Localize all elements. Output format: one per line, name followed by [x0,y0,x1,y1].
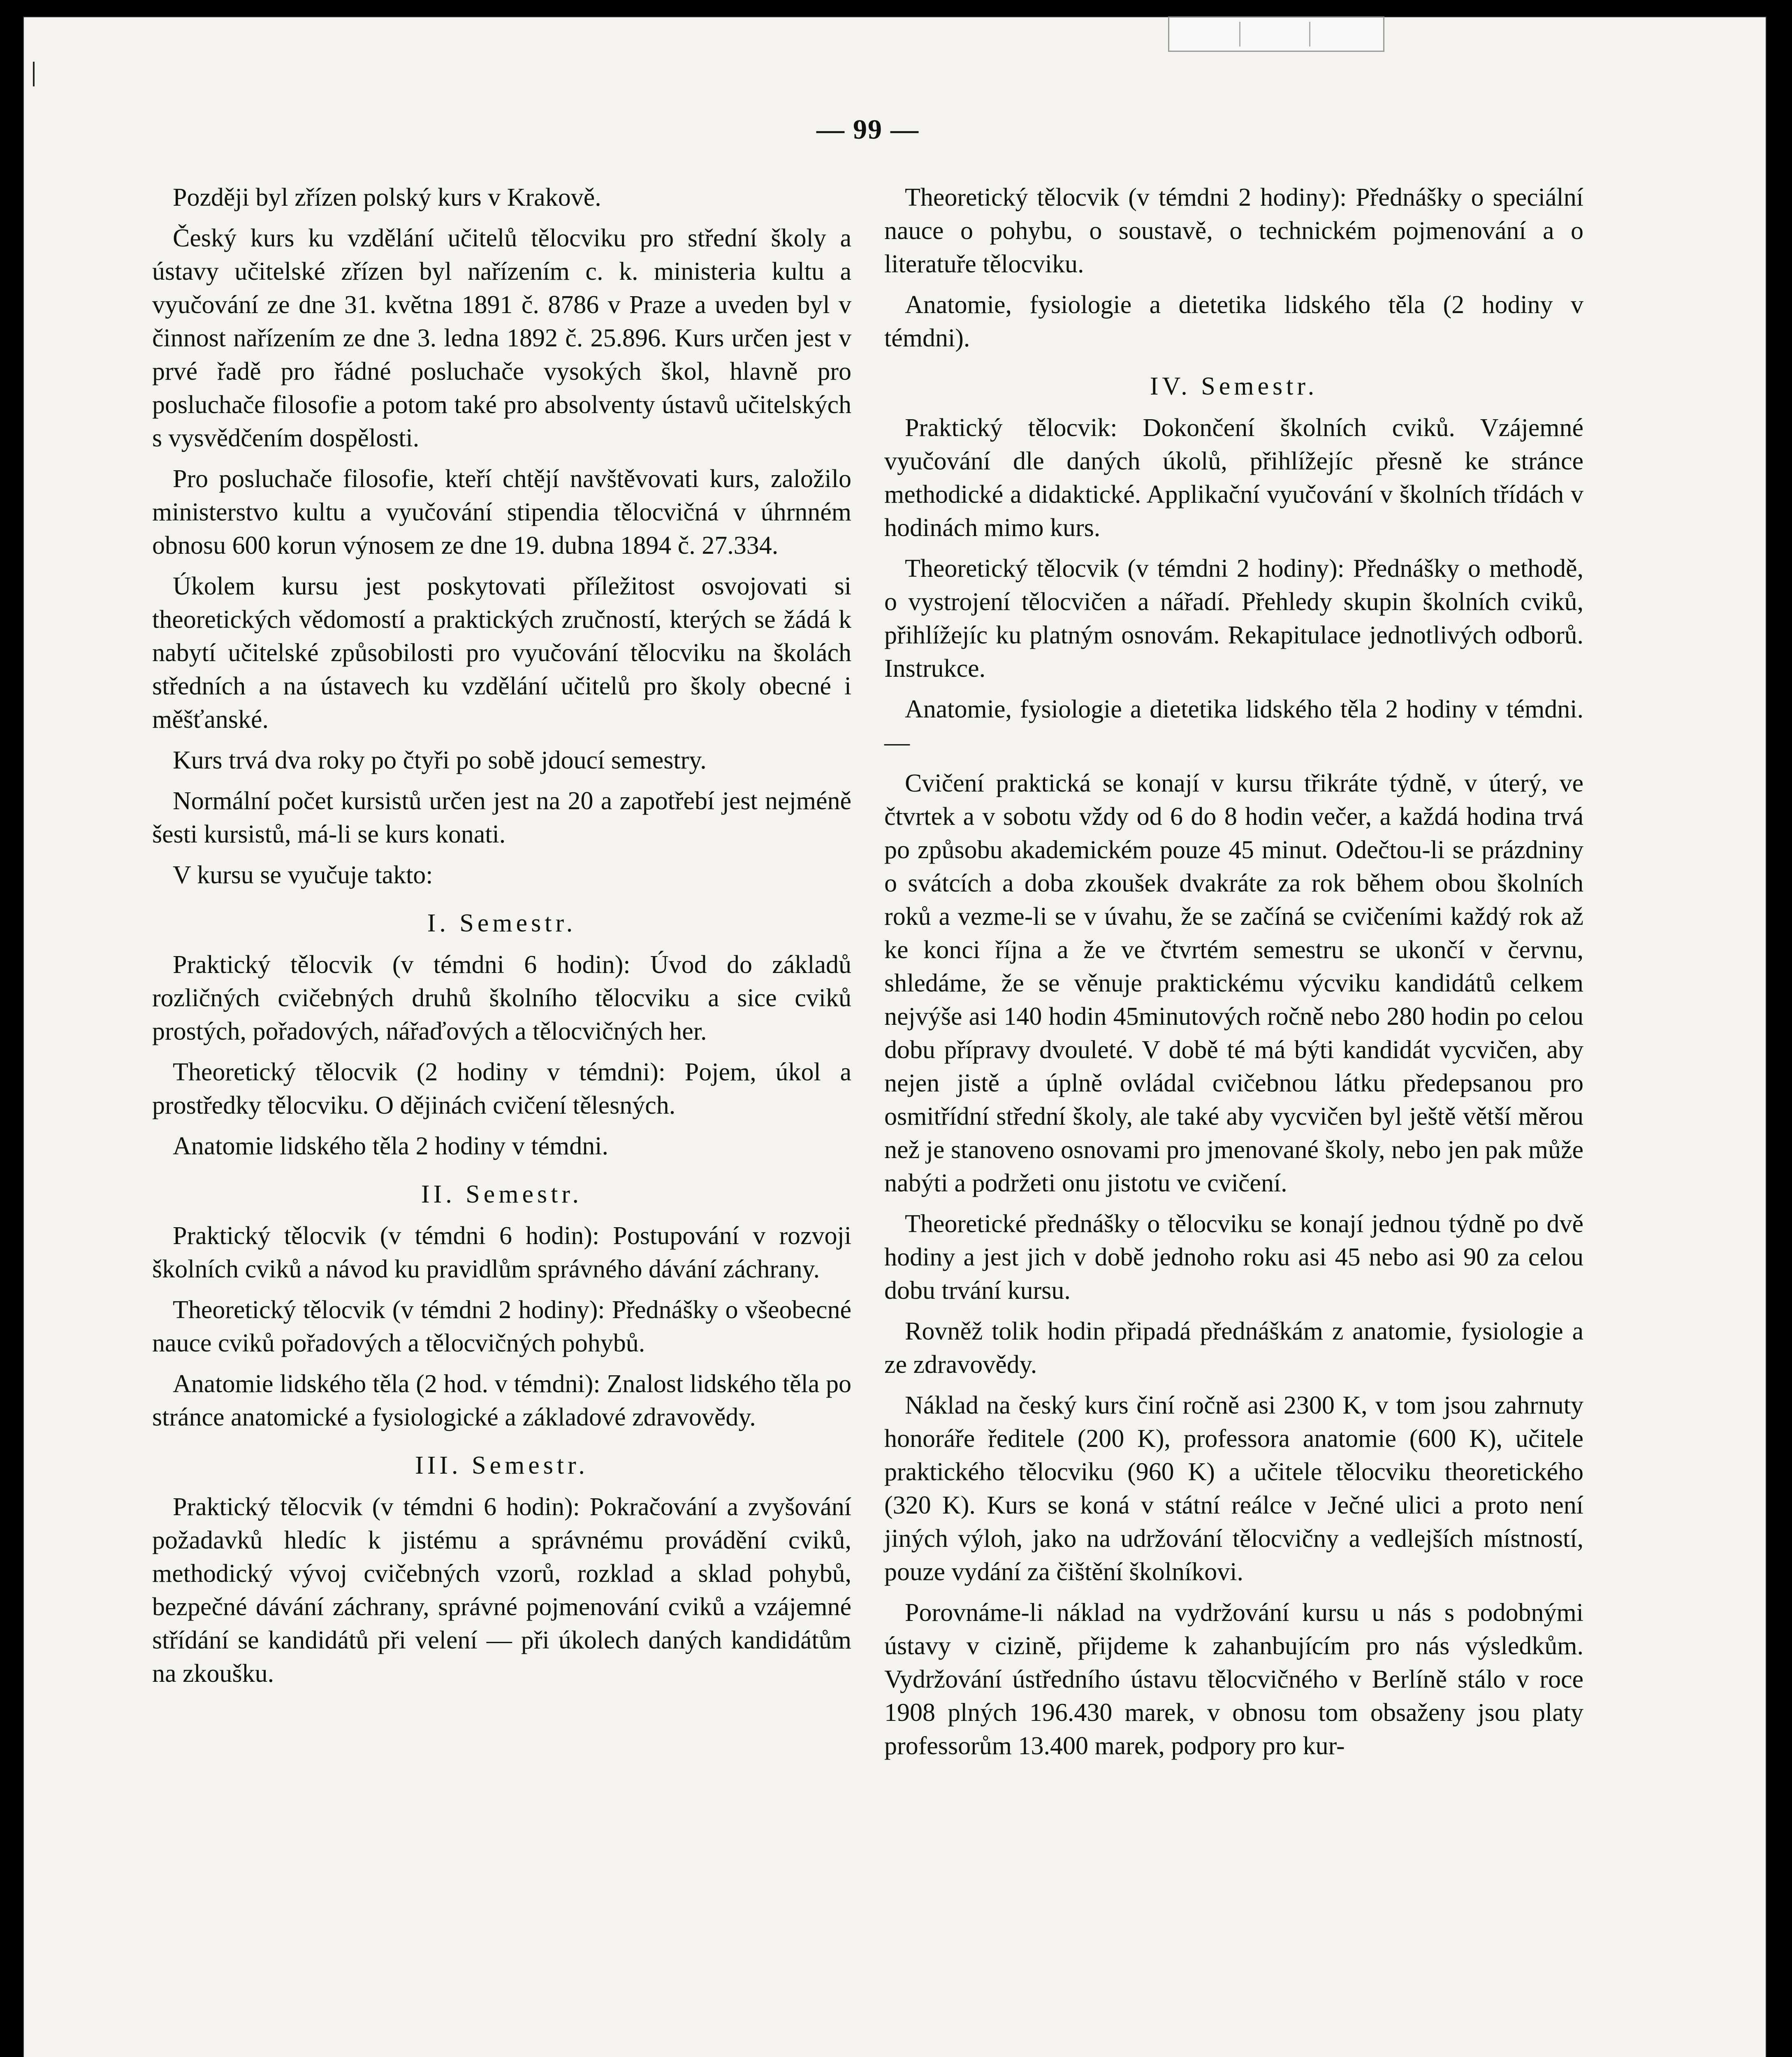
paragraph: Náklad na český kurs činí ročně asi 2300 K, v tom jsou zahrnuty honoráře ředitele (200 K), professora anatomie (600 K), učitele praktického tělocviku (960 K) a učitele tělocviku theoretického (320 K). Kurs se koná v státní reálce v Ječné ulici a proto není jiných výloh, jako na udržování tělocvičny a vedlejších místností, pouze vydání za čištění školníkovi. [884,1391,1583,1586]
paragraph: Později byl zřízen polský kurs v Krakově. [173,183,601,211]
paragraph: Praktický tělocvik (v témdni 6 hodin): Úvod do základů rozličných cvičebných druhů školního tělocviku a sice cviků prostých, pořadových, nářaďových a tělocvičných her. [152,951,851,1045]
paragraph: Theoretický tělocvik (2 hodiny v témdni): Pojem, úkol a prostředky tělocviku. O dějinách cvičení tělesných. [152,1058,851,1119]
section-heading: IV. Semestr. [1150,372,1318,400]
paragraph: Anatomie lidského těla (2 hod. v témdni): Znalost lidského těla po stránce anatomické a fysiologické a základové zdravovědy. [152,1370,851,1431]
paragraph: Theoretické přednášky o tělocviku se konají jednou týdně po dvě hodiny a jest jich v době jednoho roku asi 45 nebo asi 90 za celou dobu trvání kursu. [884,1210,1583,1305]
paragraph: Theoretický tělocvik (v témdni 2 hodiny): Přednášky o speciální nauce o pohybu, o soustavě, o technickém pojmenování a o literatuře tělocviku. [884,183,1583,278]
section-heading: II. Semestr. [421,1180,583,1208]
section-heading: I. Semestr. [427,909,577,937]
paragraph: Cvičení praktická se konají v kursu třikráte týdně, v úterý, ve čtvrtek a v sobotu vždy od 6 do 8 hodin večer, a každá hodina trvá po způsobu akademickém pouze 45 minut. Odečtou-li se prázdniny o svátcích a doba zkoušek dvakráte za rok během obou školních roků a vezme-li se v úvahu, že se začíná se cvičeními každý rok až ke konci října a že ve čtvrtém semestru se ukončí v červnu, shledáme, že se věnuje praktickému výcviku kandidátů celkem nejvýše asi 140 hodin 45minutových ročně nebo 280 hodin po celou dobu přípravy dvouleté. V době té má býti kandidát vycvičen, aby nejen jistě a úplně ovládal cvičebnou látku předepsanou pro osmitřídní střední školy, ale také aby vycvičen byl ještě větší měrou než je stanoveno osnovami pro jmenované školy, nebo jen pak může nabýti a podržeti onu jistotu ve cvičení. [884,769,1583,1197]
paragraph: V kursu se vyučuje takto: [173,861,433,889]
archive-stamp [1168,16,1384,52]
paragraph: Praktický tělocvik: Dokončení školních cviků. Vzájemné vyučování dle daných úkolů, přihlížejíc přesně ke stránce methodické a didaktické. Applikační vyučování v školních třídách v hodinách mimo kurs. [884,414,1583,542]
paragraph: Anatomie lidského těla 2 hodiny v témdni. [173,1132,608,1160]
paragraph: Kurs trvá dva roky po čtyři po sobě jdoucí semestry. [173,746,707,774]
paragraph: Pro posluchače filosofie, kteří chtějí navštěvovati kurs, založilo ministerstvo kultu a vyučování stipendia tělocvičná v úhrnném obnosu 600 korun výnosem ze dne 19. dubna 1894 č. 27.334. [152,465,851,560]
scan-edge-mark [33,62,35,86]
paragraph: Praktický tělocvik (v témdni 6 hodin): Pokračování a zvyšování požadavků hledíc k jistému a správnému provádění cviků, methodický vývoj cvičebných vzorů, rozklad a sklad pohybů, bezpečné dávání záchrany, správné pojmenování cviků a vzájemné střídání se kandidátů při velení — při úkolech daných kandidátům na zkoušku. [152,1493,851,1688]
paragraph: Praktický tělocvik (v témdni 6 hodin): Postupování v rozvoji školních cviků a návod ku pravidlům správného dávání záchrany. [152,1222,851,1283]
section-heading: III. Semestr. [415,1451,589,1479]
paragraph: Český kurs ku vzdělání učitelů tělocviku pro střední školy a ústavy učitelské zřízen byl nařízením c. k. ministeria kultu a vyučování ze dne 31. května 1891 č. 8786 v Praze a uveden byl v činnost nařízením ze dne 3. ledna 1892 č. 25.896. Kurs určen jest v prvé řadě pro řádné posluchače vysokých škol, hlavně pro posluchače filosofie a potom také pro absolventy ústavů učitelských s vysvědčením dospělosti. [152,224,851,452]
paragraph: Theoretický tělocvik (v témdni 2 hodiny): Přednášky o všeobecné nauce cviků pořadových a tělocvičných pohybů. [152,1296,851,1357]
paragraph: Rovněž tolik hodin připadá přednáškám z anatomie, fysiologie a ze zdravovědy. [884,1317,1583,1379]
paragraph: Normální počet kursistů určen jest na 20 a zapotřebí jest nejméně šesti kursistů, má-li se kurs konati. [152,787,851,848]
paragraph: Anatomie, fysiologie a dietetika lidského těla (2 hodiny v témdni). [884,291,1583,352]
paragraph: Úkolem kursu jest poskytovati příležitost osvojovati si theoretických vědomostí a praktických zručností, kterých se žádá k nabytí učitelské způsobilosti pro vyučování tělocviku na školách středních a na ústavech ku vzdělání učitelů pro školy obecné i měšťanské. [152,572,851,734]
page-number: — 99 — [816,114,919,145]
paragraph: Theoretický tělocvik (v témdni 2 hodiny): Přednášky o methodě, o vystrojení tělocvičen a nářadí. Přehledy skupin školních cviků, přihlížejíc ku platným osnovám. Rekapitulace jednotlivých odborů. Instrukce. [884,555,1583,683]
paragraph: Anatomie, fysiologie a dietetika lidského těla 2 hodiny v témdni. — [884,695,1583,757]
right-column [884,181,1583,1770]
left-column [152,181,851,1698]
paragraph: Porovnáme-li náklad na vydržování kursu u nás s podobnými ústavy v cizině, přijdeme k zahanbujícím pro nás výsledkům. Vydržování ústředního ústavu tělocvičného v Berlíně stálo v roce 1908 plných 196.430 marek, v obnosu tom obsaženy jsou platy professorům 13.400 marek, podpory pro kur- [884,1599,1583,1760]
